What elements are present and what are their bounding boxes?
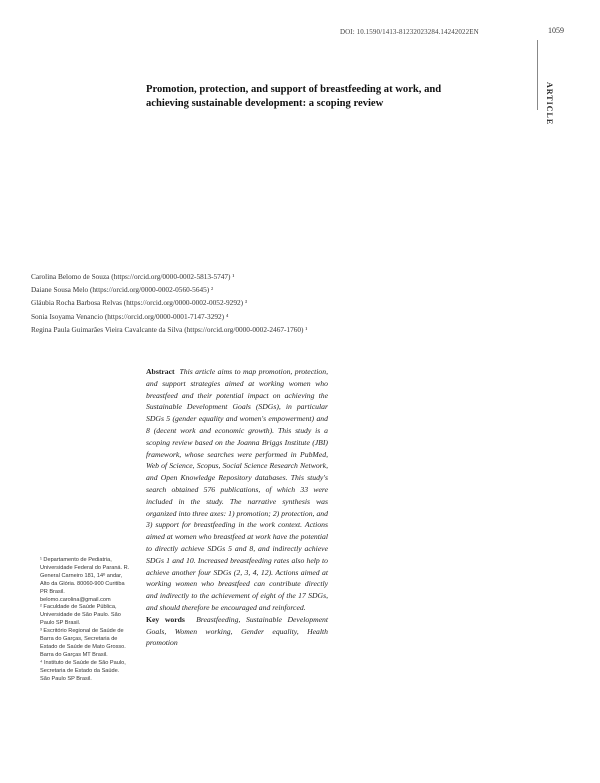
author-3: Gláubia Rocha Barbosa Relvas (https://orcid.org/0000-0002-0052-9292) ³ <box>31 298 248 308</box>
article-title: Promotion, protection, and support of breastfeeding at work, and achieving sustainable development: a scoping review <box>146 84 442 109</box>
keywords <box>146 614 328 649</box>
abstract <box>146 366 328 649</box>
affiliations <box>40 557 130 684</box>
abstract-heading: Abstract <box>146 367 175 376</box>
doi: DOI: 10.1590/1413-81232023284.14242022EN <box>340 28 479 36</box>
affiliation-1: ¹ Departamento de Pediatria, Universidade Federal do Paraná. R. General Carneiro 181, 14º andar, Alto da Glória. 80060-900 Curitiba PR Brasil. belomo.carolina@gmail.com <box>40 557 130 603</box>
keywords-body: Breastfeeding, Sustainable Development Goals, Women working, Gender equality, Health promotion <box>146 614 329 648</box>
affiliation-3: ³ Escritório Regional de Saúde de Barra do Garças, Secretaria de Estado de Saúde de Mato Grosso. Barra do Garças MT Brasil. <box>40 628 126 658</box>
affiliation-4: ⁴ Instituto de Saúde de São Paulo, Secretaria de Estado da Saúde. São Paulo SP Brasil. <box>40 659 126 682</box>
author-5: Regina Paula Guimarães Vieira Cavalcante da Silva (https://orcid.org/0000-0002-2467-1760) ¹ <box>31 324 308 334</box>
section-label: ARTICLE <box>545 82 554 126</box>
abstract-paragraph <box>146 366 328 614</box>
author-4: Sonia Isoyama Venancio (https://orcid.org/0000-0001-7147-3292) ⁴ <box>31 311 229 321</box>
keywords-heading: Key words <box>146 614 185 624</box>
author-2: Daiane Sousa Melo (https://orcid.org/0000-0002-0560-5645) ² <box>31 285 214 295</box>
margin-rule <box>537 40 538 110</box>
author-1: Carolina Belomo de Souza (https://orcid.org/0000-0002-5813-5747) ¹ <box>31 272 235 281</box>
abstract-body: This article aims to map promotion, protection, and support strategies aimed at working women who breastfeed and their potential impact on achieving the Sustainable Development Goals (SDGs), in particular SDGs 5 (gender equality and women's empowerment) and 8 (decent work and economic growth). This study is a scoping review based on the Joanna Briggs Institute (JBI) framework, whose searches were performed in PubMed, Web of Science, Scopus, Social Science Research Network, and Open Knowledge Repository databases. This study's search obtained 576 publications, of which 33 were included in the study. The narrative synthesis was organized into three axes: 1) promotion; 2) protection, and 3) support for breastfeeding in the work context. Actions aimed at women who breastfeed at work have the potential to directly achieve SDGs 5 and 8, and indirectly achieve SDGs 1 and 10. Increased breastfeeding rates also help to achieve another four SDGs (2, 3, 4, 12). Actions aimed at working women who breastfeed can contribute directly and indirectly to the achievement of eight of the 17 SDGs, and should therefore be encouraged and reinforced. <box>146 367 328 612</box>
author-list <box>31 270 531 336</box>
affiliation-2: ² Faculdade de Saúde Pública, Universidade de São Paulo. São Paulo SP Brasil. <box>40 604 121 627</box>
page-number: 1059 <box>548 26 564 35</box>
